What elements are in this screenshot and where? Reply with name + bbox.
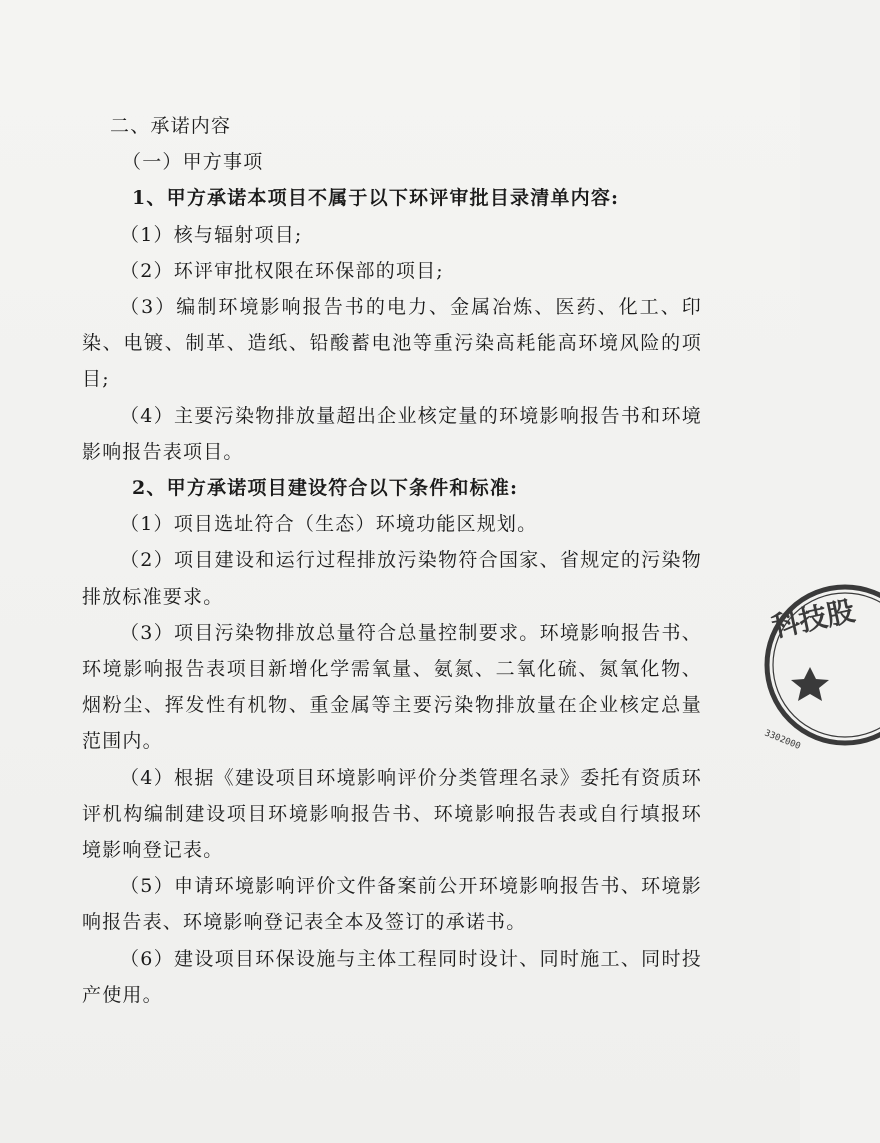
- seal-number: 3302000: [762, 728, 802, 752]
- item1-point-4: （4）主要污染物排放量超出企业核定量的环境影响报告书和环境影响报告表项目。: [82, 404, 702, 463]
- seal-star-icon: [791, 667, 829, 701]
- item1-point-1: （1）核与辐射项目;: [120, 223, 303, 246]
- seal-text: 科技股: [768, 594, 858, 644]
- item2-point-4: （4）根据《建设项目环境影响评价分类管理名录》委托有资质环评机构编制建设项目环境影响报告书、环境影响报告表或自行填报环境影响登记表。: [82, 766, 702, 861]
- item1-point-3: （3）编制环境影响报告书的电力、金属冶炼、医药、化工、印染、电镀、制革、造纸、铅酸蓄电池等重污染高耗能高环境风险的项目;: [82, 295, 702, 391]
- item2-point-6: （6）建设项目环保设施与主体工程同时设计、同时施工、同时投产使用。: [82, 947, 702, 1006]
- item1-heading: 1、甲方承诺本项目不属于以下环评审批目录清单内容:: [132, 187, 620, 210]
- section-heading: 二、承诺内容: [110, 115, 232, 137]
- item2-point-3: （3）项目污染物排放总量符合总量控制要求。环境影响报告书、环境影响报告表项目新增化学需氧量、氨氮、二氧化硫、氮氧化物、烟粉尘、挥发性有机物、重金属等主要污染物排放量在企业核定总量范围内。: [82, 621, 702, 753]
- item2-point-1: （1）项目选址符合（生态）环境功能区规划。: [120, 513, 538, 536]
- company-seal: [750, 575, 880, 755]
- item1-point-2: （2）环评审批权限在环保部的项目;: [120, 259, 444, 282]
- item2-point-2: （2）项目建设和运行过程排放污染物符合国家、省规定的污染物排放标准要求。: [82, 549, 702, 608]
- item2-point-5: （5）申请环境影响评价文件备案前公开环境影响报告书、环境影响报告表、环境影响登记表全本及签订的承诺书。: [82, 875, 702, 934]
- document-body: [82, 108, 702, 1013]
- item2-heading: 2、甲方承诺项目建设符合以下条件和标准:: [132, 476, 519, 499]
- subsection-heading: （一）甲方事项: [122, 151, 264, 174]
